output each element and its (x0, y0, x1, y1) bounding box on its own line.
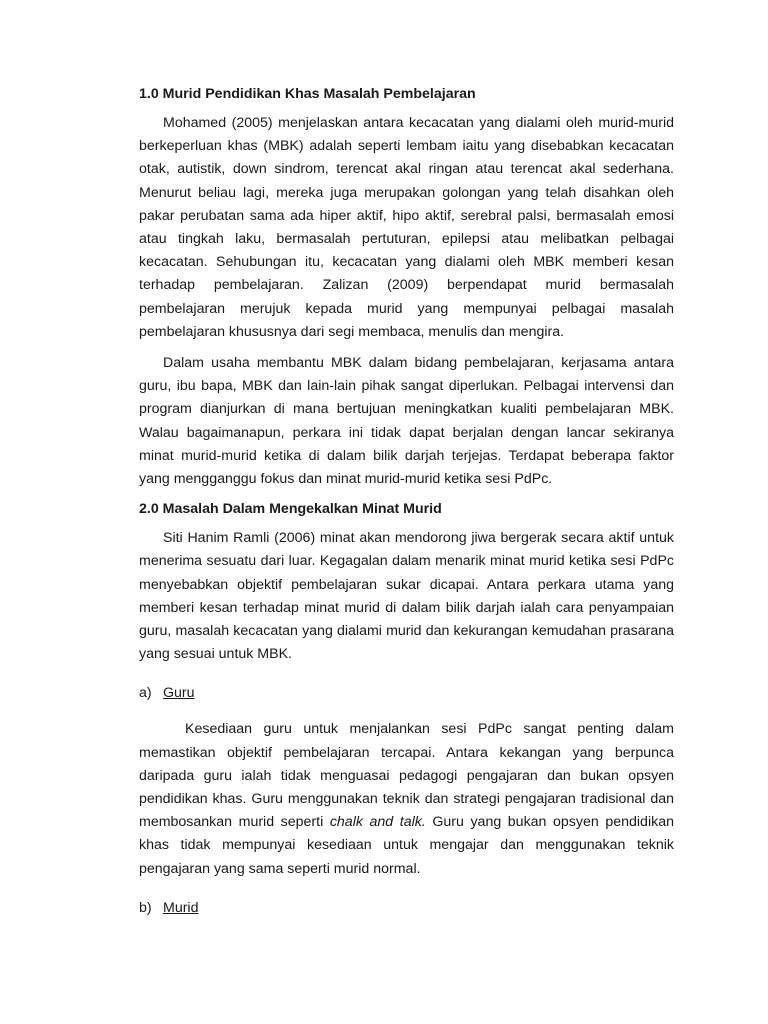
section-2-heading: 2.0 Masalah Dalam Mengekalkan Minat Murid (139, 501, 442, 518)
section-1-paragraph-2: Dalam usaha membantu MBK dalam bidang pembelajaran, kerjasama antara guru, ibu bapa, MBK dan lain-lain pihak sangat diperlukan. Pelbagai intervensi dan program dianjurkan di mana bertujuan meningkatkan kualiti pembelajaran MBK. Walau bagaimanapun, perkara ini tidak dapat berjalan dengan lancar sekiranya minat murid-murid ketika di dalam bilik darjah terjejas. Terdapat beberapa faktor yang mengganggu fokus dan minat murid-murid ketika sesi PdPc. (139, 355, 674, 488)
subsection-a-paragraph (139, 718, 674, 880)
section-1-paragraph-1: Mohamed (2005) menjelaskan antara kecacatan yang dialami oleh murid-murid berkeperluan khas (MBK) adalah seperti lembam iaitu yang disebabkan kecacatan otak, autistik, down sindrom, terencat akal ringan atau terencat akal sederhana. Menurut beliau lagi, mereka juga merupakan golongan yang telah disahkan oleh pakar perubatan sama ada hiper aktif, hipo aktif, serebral palsi, bermasalah emosi atau tingkah laku, bermasalah pertuturan, epilepsi atau melibatkan pelbagai kecacatan. Sehubungan itu, kecacatan yang dialami oleh MBK memberi kesan terhadap pembelajaran. Zalizan (2009) berpendapat murid bermasalah pembelajaran merujuk kepada murid yang mempunyai pelbagai masalah pembelajaran khususnya dari segi membaca, menulis dan mengira. (139, 115, 674, 340)
subsection-b-title: Murid (163, 899, 199, 916)
section-1-heading: 1.0 Murid Pendidikan Khas Masalah Pembelajaran (139, 86, 476, 102)
subsection-b-heading (139, 898, 674, 918)
subsection-a-text-before: Kesediaan guru untuk menjalankan sesi PdPc sangat penting dalam memastikan objektif pembelajaran tercapai. Antara kekangan yang berpunca daripada guru ialah tidak menguasai pedagogi pengajaran dan bukan opsyen pendidikan khas. Guru menggunakan teknik dan strategi pengajaran tradisional dan membosankan murid seperti (139, 721, 674, 831)
subsection-a-heading (139, 683, 674, 703)
subsection-a-italic-text: chalk and talk. (329, 814, 426, 831)
subsection-a-text-after: Guru yang bukan opsyen pendidikan khas tidak mempunyai kesediaan untuk mengajar dan menggunakan teknik pengajaran yang sama seperti murid normal. (139, 814, 674, 877)
section-2-paragraph-1: Siti Hanim Ramli (2006) minat akan mendorong jiwa bergerak secara aktif untuk menerima sesuatu dari luar. Kegagalan dalam menarik minat murid ketika sesi PdPc menyebabkan objektif pembelajaran sukar dicapai. Antara perkara utama yang memberi kesan terhadap minat murid di dalam bilik darjah ialah cara penyampaian guru, masalah kecacatan yang dialami murid dan kekurangan kemudahan prasarana yang sesuai untuk MBK. (139, 530, 674, 663)
subsection-a-marker: a) (139, 685, 152, 702)
subsection-a-title: Guru (163, 685, 195, 702)
subsection-b-marker: b) (139, 899, 152, 916)
